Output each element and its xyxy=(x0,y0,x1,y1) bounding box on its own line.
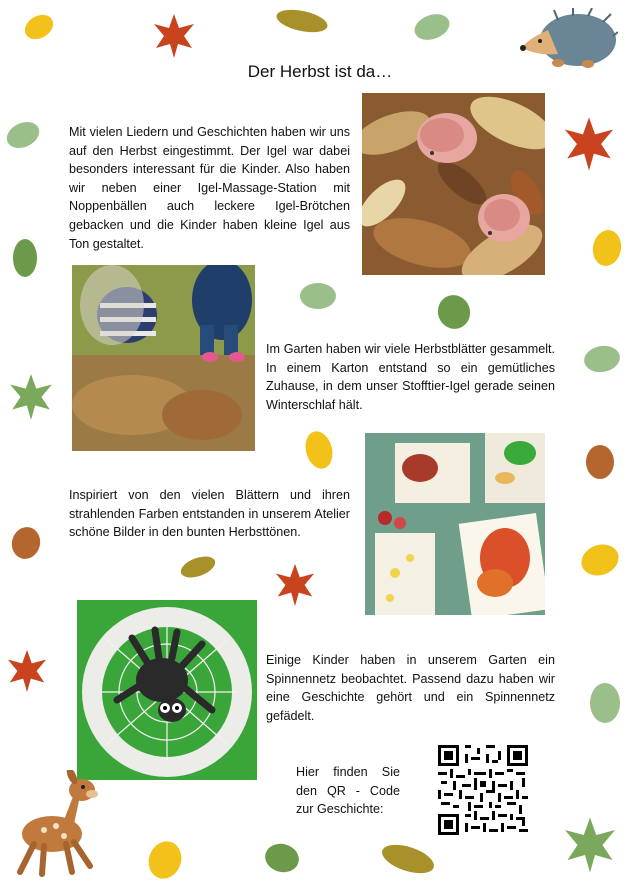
red-maple-leaf-icon xyxy=(272,562,318,608)
paragraph-hedgehog: Mit vielen Liedern und Geschichten haben wir uns auf den Herbst eingestimmt. Der Igel war dabei besonders interessant für die Kinder. Also haben wir neben einer Igel-Massage-Station mit Noppenbällen auch leckere Igel-Brötchen gebacken und die Kinder haben kleine Igel aus Ton gestaltet. xyxy=(69,125,350,251)
paragraph-garden-leaves: Im Garten haben wir viele Herbstblätter gesammelt. In einem Karton entstand so ein gemütliches Zuhause, in dem unser Stofftier-Igel gerade seinen Winterschlaf hält. xyxy=(266,342,555,412)
hedgehog-icon xyxy=(518,8,618,70)
yellow-leaf-icon xyxy=(578,540,622,580)
photo-atelier-painting xyxy=(365,433,545,615)
green-leaf-icon xyxy=(262,840,302,876)
green-leaf-icon xyxy=(412,10,452,44)
yellow-leaf-icon xyxy=(302,428,336,472)
green-leaf-icon xyxy=(586,680,624,726)
green-leaf-icon xyxy=(8,236,42,280)
green-leaf-icon xyxy=(582,342,622,376)
photo-children-leaves xyxy=(72,265,255,451)
red-maple-leaf-icon xyxy=(560,115,618,173)
green-maple-leaf-icon xyxy=(560,815,620,875)
olive-leaf-icon xyxy=(274,6,330,36)
paragraph-spider-web: Einige Kinder haben in unserem Garten ein Spinnennetz beobachtet. Passend dazu haben wir eine Geschichte gehört und ein Spinnennetz gefädelt. xyxy=(266,653,555,723)
brown-leaf-icon xyxy=(8,522,44,562)
green-maple-leaf-icon xyxy=(6,372,56,422)
yellow-leaf-icon xyxy=(22,10,56,44)
olive-leaf-icon xyxy=(378,842,438,876)
green-leaf-icon xyxy=(4,118,42,152)
paragraph-atelier: Inspiriert von den vielen Blättern und ihren strahlenden Farben entstanden in unserem Atelier schöne Bilder in den bunten Herbsttönen. xyxy=(69,488,350,540)
red-maple-leaf-icon xyxy=(150,12,198,60)
photo-clay-hedgehogs xyxy=(362,93,545,275)
olive-leaf-icon xyxy=(178,552,218,582)
red-maple-leaf-icon xyxy=(4,648,50,694)
yellow-leaf-icon xyxy=(590,228,624,268)
qr-code[interactable] xyxy=(438,745,528,835)
green-leaf-icon xyxy=(434,290,474,332)
photo-spider-web-plate xyxy=(77,600,257,780)
green-leaf-icon xyxy=(298,280,338,312)
qr-caption: Hier finden Sie den QR - Code zur Geschichte: xyxy=(296,765,400,817)
yellow-leaf-icon xyxy=(145,838,185,882)
brown-leaf-icon xyxy=(582,440,618,482)
page-title: Der Herbst ist da… xyxy=(247,62,393,81)
deer-icon xyxy=(8,770,104,880)
